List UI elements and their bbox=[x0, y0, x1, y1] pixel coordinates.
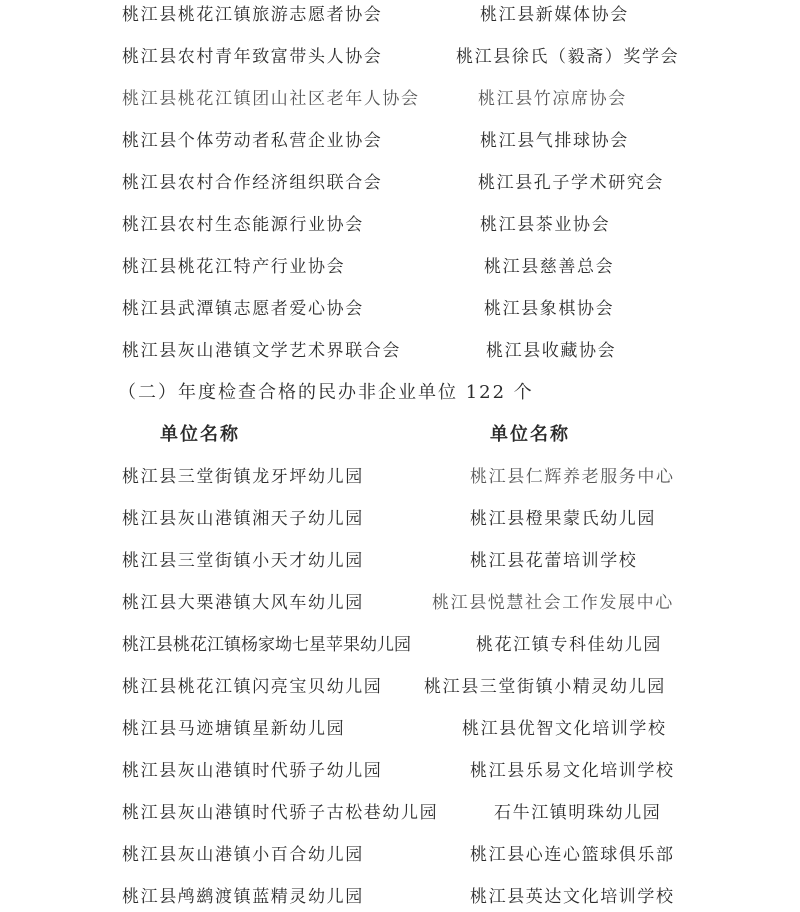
unit-name-left: 桃江县鸬鹚渡镇蓝精灵幼儿园 bbox=[122, 887, 364, 907]
table-row bbox=[0, 504, 800, 534]
table-row bbox=[0, 546, 800, 576]
association-name-left: 桃江县灰山港镇文学艺术界联合会 bbox=[122, 341, 401, 361]
association-name-right: 桃江县茶业协会 bbox=[480, 215, 611, 235]
unit-name-right: 桃江县乐易文化培训学校 bbox=[470, 761, 675, 781]
association-name-left: 桃江县桃花江特产行业协会 bbox=[122, 257, 346, 277]
table-row bbox=[0, 42, 800, 72]
unit-name-right: 桃江县优智文化培训学校 bbox=[462, 719, 667, 739]
unit-name-left: 桃江县灰山港镇湘天子幼儿园 bbox=[122, 509, 364, 529]
table-row bbox=[0, 630, 800, 660]
association-name-right: 桃江县竹凉席协会 bbox=[478, 89, 627, 109]
column-header-right: 单位名称 bbox=[490, 424, 570, 445]
unit-name-left: 桃江县三堂街镇小天才幼儿园 bbox=[122, 551, 364, 571]
unit-name-left: 桃江县大栗港镇大风车幼儿园 bbox=[122, 593, 364, 613]
table-row bbox=[0, 798, 800, 828]
unit-name-right: 桃江县心连心篮球俱乐部 bbox=[470, 845, 675, 865]
association-name-left: 桃江县个体劳动者私营企业协会 bbox=[122, 131, 383, 151]
table-row bbox=[0, 672, 800, 702]
association-name-right: 桃江县象棋协会 bbox=[484, 299, 615, 319]
table-row bbox=[0, 252, 800, 282]
unit-name-right: 桃花江镇专科佳幼儿园 bbox=[476, 635, 662, 655]
table-row bbox=[0, 462, 800, 492]
unit-name-left: 桃江县灰山港镇小百合幼儿园 bbox=[122, 845, 364, 865]
unit-name-left: 桃江县桃花江镇闪亮宝贝幼儿园 bbox=[122, 677, 383, 697]
unit-name-left: 桃江县灰山港镇时代骄子幼儿园 bbox=[122, 761, 383, 781]
table-row bbox=[0, 840, 800, 870]
section-title: （二）年度检查合格的民办非企业单位 122 个 bbox=[118, 382, 534, 403]
association-name-left: 桃江县农村生态能源行业协会 bbox=[122, 215, 364, 235]
association-name-right: 桃江县气排球协会 bbox=[480, 131, 629, 151]
association-name-right: 桃江县收藏协会 bbox=[486, 341, 617, 361]
association-name-left: 桃江县桃花江镇旅游志愿者协会 bbox=[122, 5, 383, 25]
association-name-left: 桃江县农村青年致富带头人协会 bbox=[122, 47, 383, 67]
table-row bbox=[0, 168, 800, 198]
column-header-left: 单位名称 bbox=[160, 424, 240, 445]
unit-name-left: 桃江县马迹塘镇星新幼儿园 bbox=[122, 719, 346, 739]
unit-name-right: 桃江县英达文化培训学校 bbox=[470, 887, 675, 907]
association-name-right: 桃江县慈善总会 bbox=[484, 257, 615, 277]
table-row bbox=[0, 336, 800, 366]
table-row bbox=[0, 126, 800, 156]
unit-name-right: 桃江县三堂街镇小精灵幼儿园 bbox=[424, 677, 666, 697]
table-row bbox=[0, 210, 800, 240]
table-row bbox=[0, 882, 800, 912]
association-name-left: 桃江县农村合作经济组织联合会 bbox=[122, 173, 383, 193]
association-name-right: 桃江县新媒体协会 bbox=[480, 5, 629, 25]
unit-name-left: 桃江县灰山港镇时代骄子古松巷幼儿园 bbox=[122, 803, 439, 823]
association-name-left: 桃江县桃花江镇团山社区老年人协会 bbox=[122, 89, 420, 109]
table-row bbox=[0, 588, 800, 618]
association-name-right: 桃江县孔子学术研究会 bbox=[478, 173, 664, 193]
unit-name-right: 石牛江镇明珠幼儿园 bbox=[494, 803, 662, 823]
table-row bbox=[0, 714, 800, 744]
unit-name-left: 桃江县三堂街镇龙牙坪幼儿园 bbox=[122, 467, 364, 487]
unit-name-right: 桃江县橙果蒙氏幼儿园 bbox=[470, 509, 656, 529]
table-row bbox=[0, 84, 800, 114]
unit-name-right: 桃江县花蕾培训学校 bbox=[470, 551, 638, 571]
association-name-left: 桃江县武潭镇志愿者爱心协会 bbox=[122, 299, 364, 319]
association-name-right: 桃江县徐氏（毅斋）奖学会 bbox=[456, 47, 680, 67]
table-row bbox=[0, 0, 800, 30]
unit-name-right: 桃江县悦慧社会工作发展中心 bbox=[432, 593, 674, 613]
unit-name-left: 桃江县桃花江镇杨家坳七星苹果幼儿园 bbox=[122, 635, 411, 655]
unit-name-right: 桃江县仁辉养老服务中心 bbox=[470, 467, 675, 487]
table-row bbox=[0, 756, 800, 786]
table-row bbox=[0, 294, 800, 324]
